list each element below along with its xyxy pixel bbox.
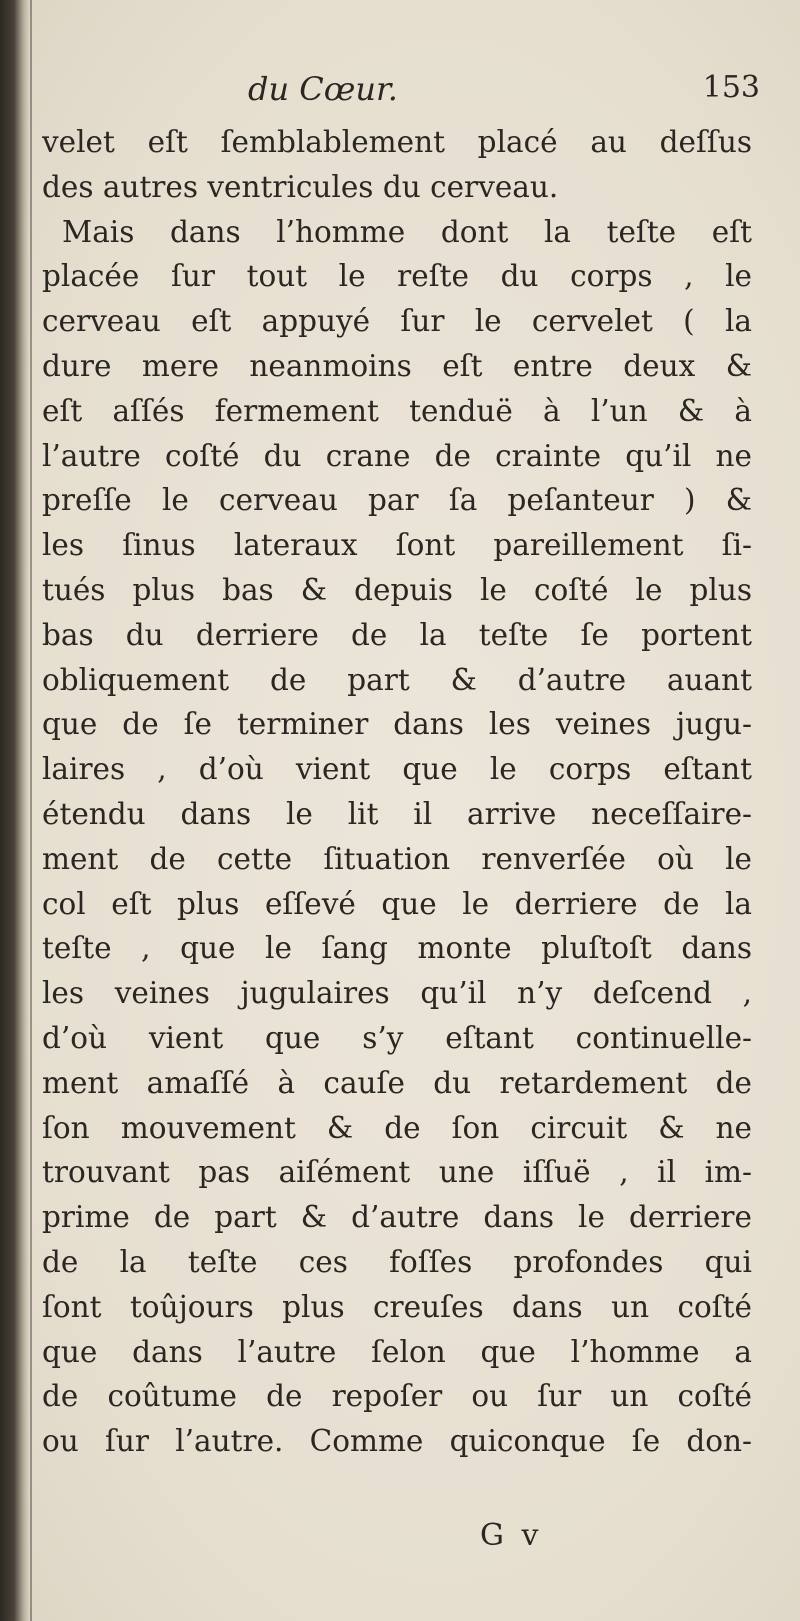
text-line: les veines jugulaires qu’il n’y deſcend , [42,976,752,1011]
text-line: ment amaſſé à cauſe du retardement de [42,1065,752,1100]
text-line: étendu dans le lit il arrive neceſſaire- [42,796,752,831]
text-line: les ſinus lateraux ſont pareillement ſi- [42,528,752,563]
text-line: laires , d’où vient que le corps eſtant [42,752,752,787]
binding-gutter [0,0,30,1621]
text-line: ment de cette ſituation renverſée où le [42,841,752,876]
text-line: dure mere neanmoins eſt entre deux & [42,348,752,383]
text-line: bas du derriere de la teſte ſe portent [42,617,752,652]
page-header [30,70,760,120]
text-line: col eſt plus eſſevé que le derriere de la [42,886,752,921]
text-line: tués plus bas & depuis le coſté le plus [42,572,752,607]
text-line: ou ſur l’autre. Comme quiconque ſe don- [42,1424,752,1459]
text-line: teſte , que le ſang monte pluſtoſt dans [42,931,752,966]
running-head: du Cœur. [248,70,398,108]
text-line: que de ſe terminer dans les veines jugu- [42,707,752,742]
text-line: trouvant pas aiſément une iſſuë , il im- [42,1155,752,1190]
text-line: l’autre coſté du crane de crainte qu’il ne [42,438,752,473]
text-line: preſſe le cerveau par ſa peſanteur ) & [42,483,752,518]
text-line: prime de part & d’autre dans le derriere [42,1200,752,1235]
gutter-edge [30,0,32,1621]
text-line: cerveau eſt appuyé ſur le cervelet ( la [42,304,752,339]
text-line: d’où vient que s’y eſtant continuelle- [42,1020,752,1055]
text-line: de la teſte ces foſſes profondes qui [42,1244,752,1279]
text-line: eſt aſſés fermement tenduë à l’un & à [42,393,752,428]
signature-mark: G v [480,1518,543,1553]
body-text [42,120,752,1464]
text-line: de coûtume de repoſer ou ſur un coſté [42,1379,752,1414]
text-line: ſon mouvement & de ſon circuit & ne [42,1110,752,1145]
text-line: des autres ventricules du cerveau. [42,169,559,204]
paragraph-start-line: Mais dans l’homme dont la teſte eſt [62,214,752,249]
text-line: velet eſt ſemblablement placé au deſſus [42,125,752,159]
page-number: 153 [702,70,760,105]
text-line: obliquement de part & d’autre auant [42,662,752,697]
text-line: placée ſur tout le reſte du corps , le [42,259,752,294]
text-line: ſont toûjours plus creuſes dans un coſté [42,1289,752,1324]
text-line: que dans l’autre ſelon que l’homme a [42,1334,752,1369]
